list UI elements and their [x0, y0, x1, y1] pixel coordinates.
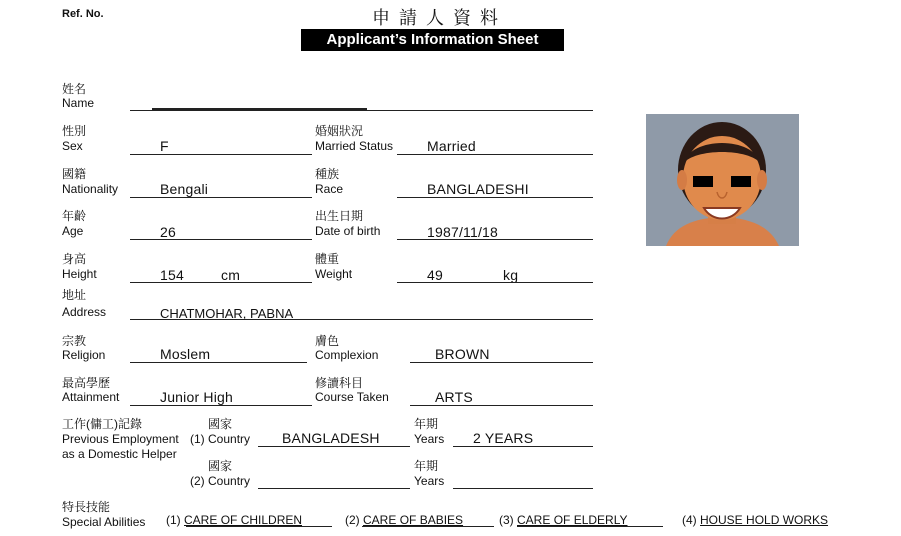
address-value: CHATMOHAR, PABNA [160, 306, 294, 321]
employment-label-line2: as a Domestic Helper [62, 447, 177, 461]
eye-bar-right [731, 176, 751, 187]
years1-cjk-label: 年期 [414, 417, 439, 431]
attainment-cjk-label: 最高學歷 [62, 376, 111, 390]
age-label: Age [62, 224, 84, 238]
employment-cjk-label: 工作(傭工)記錄 [62, 417, 142, 431]
dob-label: Date of birth [315, 224, 381, 238]
applicant-photo [646, 114, 799, 246]
nationality-underline [130, 197, 312, 198]
weight-cjk-label: 體重 [315, 252, 340, 266]
attainment-underline [130, 405, 312, 406]
ability-3 [499, 513, 628, 527]
marital-underline [397, 154, 593, 155]
country1-cjk-label: 國家 [208, 417, 233, 431]
height-underline [130, 282, 312, 283]
cjk-title: 申 請 人 資 料 [372, 8, 501, 28]
religion-cjk-label: 宗教 [62, 334, 87, 348]
ref-no-label: Ref. No. [62, 8, 104, 20]
weight-unit: kg [503, 267, 519, 283]
ability-2-underline [362, 526, 494, 527]
country1-value: BANGLADESH [282, 430, 380, 446]
weight-value: 49 [427, 267, 443, 283]
years1-label: Years [414, 432, 445, 446]
age-underline [130, 239, 312, 240]
race-label: Race [315, 182, 344, 196]
dob-value: 1987/11/18 [427, 224, 499, 240]
attainment-value: Junior High [160, 389, 234, 405]
complexion-cjk-label: 膚色 [315, 334, 340, 348]
complexion-underline [410, 362, 593, 363]
applicant-photo-image [646, 114, 799, 246]
address-label: Address [62, 305, 107, 319]
race-cjk-label: 種族 [315, 167, 340, 181]
abilities-label: Special Abilities [62, 515, 146, 529]
years1-underline [453, 446, 593, 447]
nationality-cjk-label: 國籍 [62, 167, 87, 181]
ability-2-text: CARE OF BABIES [363, 513, 464, 527]
course-underline [410, 405, 593, 406]
ability-4-text: HOUSE HOLD WORKS [700, 513, 829, 527]
ability-2 [345, 513, 463, 527]
religion-label: Religion [62, 348, 106, 362]
country1-underline [258, 446, 410, 447]
course-value: ARTS [435, 389, 473, 405]
race-value: BANGLADESHI [427, 181, 529, 197]
weight-underline [397, 282, 593, 283]
sex-underline [130, 154, 312, 155]
ability-4-num: (4) [682, 513, 697, 527]
weight-label: Weight [315, 267, 353, 281]
eye-bar-left [693, 176, 713, 187]
name-cjk-label: 姓名 [62, 82, 87, 96]
height-label: Height [62, 267, 97, 281]
ability-1-text: CARE OF CHILDREN [184, 513, 303, 527]
ability-3-underline [517, 526, 663, 527]
course-cjk-label: 修讀科目 [315, 376, 364, 390]
sex-cjk-label: 性別 [62, 124, 87, 138]
religion-underline [130, 362, 307, 363]
race-underline [397, 197, 593, 198]
country1-label: (1) Country [190, 432, 251, 446]
abilities-cjk-label: 特長技能 [62, 500, 111, 514]
ability-4 [682, 513, 828, 527]
nationality-label: Nationality [62, 182, 119, 196]
page-title: Applicant’s Information Sheet [301, 29, 564, 51]
country2-underline [258, 488, 410, 489]
complexion-label: Complexion [315, 348, 379, 362]
complexion-value: BROWN [435, 346, 490, 362]
address-cjk-label: 地址 [62, 288, 87, 302]
sex-label: Sex [62, 139, 83, 153]
height-unit: cm [221, 267, 241, 283]
years2-label: Years [414, 474, 445, 488]
ability-1-num: (1) [166, 513, 181, 527]
employment-label-line1: Previous Employment [62, 432, 179, 446]
dob-cjk-label: 出生日期 [315, 209, 364, 223]
dob-underline [397, 239, 593, 240]
attainment-label: Attainment [62, 390, 120, 404]
sex-value: F [160, 138, 169, 154]
years2-cjk-label: 年期 [414, 459, 439, 473]
country2-cjk-label: 國家 [208, 459, 233, 473]
ability-3-text: CARE OF ELDERLY [517, 513, 628, 527]
nationality-value: Bengali [160, 181, 209, 197]
height-value: 154 [160, 267, 184, 283]
address-underline [130, 319, 593, 320]
marital-cjk-label: 婚姻狀況 [315, 124, 364, 138]
ability-1-underline [186, 526, 332, 527]
country2-label: (2) Country [190, 474, 251, 488]
name-label: Name [62, 96, 95, 110]
ability-1 [166, 513, 302, 527]
name-underline [130, 110, 593, 111]
height-cjk-label: 身高 [62, 252, 87, 266]
age-cjk-label: 年齡 [62, 209, 87, 223]
age-value: 26 [160, 224, 176, 240]
course-label: Course Taken [315, 390, 389, 404]
ability-3-num: (3) [499, 513, 514, 527]
years1-value: 2 YEARS [473, 430, 534, 446]
years2-underline [453, 488, 593, 489]
marital-value: Married [427, 138, 476, 154]
religion-value: Moslem [160, 346, 211, 362]
ability-2-num: (2) [345, 513, 360, 527]
marital-label: Married Status [315, 139, 394, 153]
